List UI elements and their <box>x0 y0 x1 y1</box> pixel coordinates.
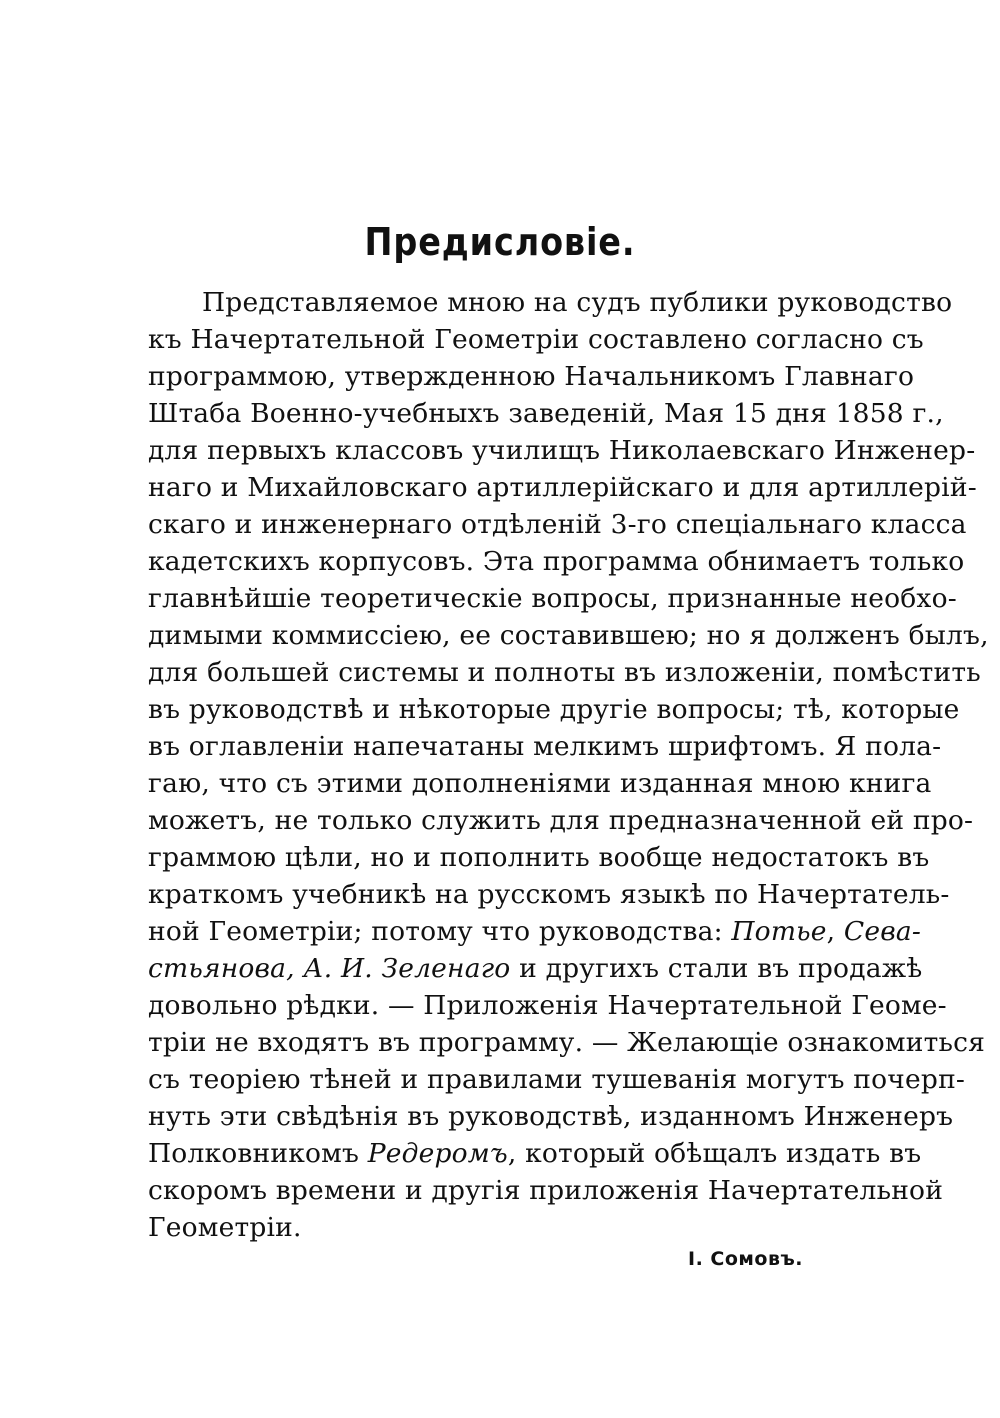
text-line <box>148 1135 922 1172</box>
text-line: въ оглавленіи напечатаны мелкимъ шрифтомъ. Я пола- <box>148 731 942 762</box>
text-line: скаго и инженернаго отдѣленій 3-го спеціальнаго класса <box>148 509 967 540</box>
italic-name: стьянова, А. И. Зеленаго <box>148 953 511 984</box>
text-line: для большей системы и полноты въ изложеніи, помѣстить <box>148 657 981 688</box>
text-line: Представляемое мною на судъ публики руководство <box>202 287 953 318</box>
text-line: Геометріи. <box>148 1212 302 1243</box>
italic-name: Сева- <box>843 916 922 947</box>
page-title: Предисловіе. <box>364 220 636 264</box>
author-signature: І. Сомовъ. <box>688 1248 804 1270</box>
text-line: для первыхъ классовъ училищъ Николаевскаго Инженер- <box>148 435 976 466</box>
text-line: можетъ, не только служить для предназначенной ей про- <box>148 805 974 836</box>
text-line: въ руководствѣ и нѣкоторые другіе вопросы; тѣ, которые <box>148 694 960 725</box>
text-line: димыми коммиссіею, ее составившею; но я долженъ былъ, <box>148 620 989 651</box>
text-fragment: и другихъ стали въ продажѣ <box>510 953 923 984</box>
text-fragment: Полковникомъ <box>148 1138 368 1169</box>
text-line: наго и Михайловскаго артиллерійскаго и для артиллерій- <box>148 472 977 503</box>
text-line: скоромъ времени и другія приложенія Начертательной <box>148 1175 944 1206</box>
text-line: краткомъ учебникѣ на русскомъ языкѣ по Начертатель- <box>148 879 950 910</box>
text-fragment: , <box>826 916 844 947</box>
text-fragment: ной Геометріи; потому что руководства: <box>148 916 732 947</box>
text-line: съ теоріею тѣней и правилами тушеванія могутъ почерп- <box>148 1064 966 1095</box>
text-line: программою, утвержденною Начальникомъ Главнаго <box>148 361 915 392</box>
italic-name: Редеромъ <box>367 1138 508 1169</box>
text-line <box>148 913 922 950</box>
text-fragment: , который обѣщалъ издать въ <box>507 1138 922 1169</box>
italic-name: Потье <box>731 916 827 947</box>
text-line: Штаба Военно-учебныхъ заведеній, Мая 15 дня 1858 г., <box>148 398 944 429</box>
text-line: нуть эти свѣдѣнія въ руководствѣ, изданномъ Инженеръ <box>148 1101 954 1132</box>
text-line: къ Начертательной Геометріи составлено согласно съ <box>148 324 924 355</box>
text-line: тріи не входятъ въ программу. — Желающіе ознакомиться <box>148 1027 986 1058</box>
preface-body <box>148 284 989 1246</box>
text-line: кадетскихъ корпусовъ. Эта программа обнимаетъ только <box>148 546 965 577</box>
text-line: довольно рѣдки. — Приложенія Начертательной Геоме- <box>148 990 947 1021</box>
text-line: гаю, что съ этими дополненіями изданная мною книга <box>148 768 932 799</box>
text-line: главнѣйшіе теоретическіе вопросы, признанные необхо- <box>148 583 957 614</box>
text-line: граммою цѣли, но и пополнить вообще недостатокъ въ <box>148 842 930 873</box>
text-line <box>148 950 923 987</box>
